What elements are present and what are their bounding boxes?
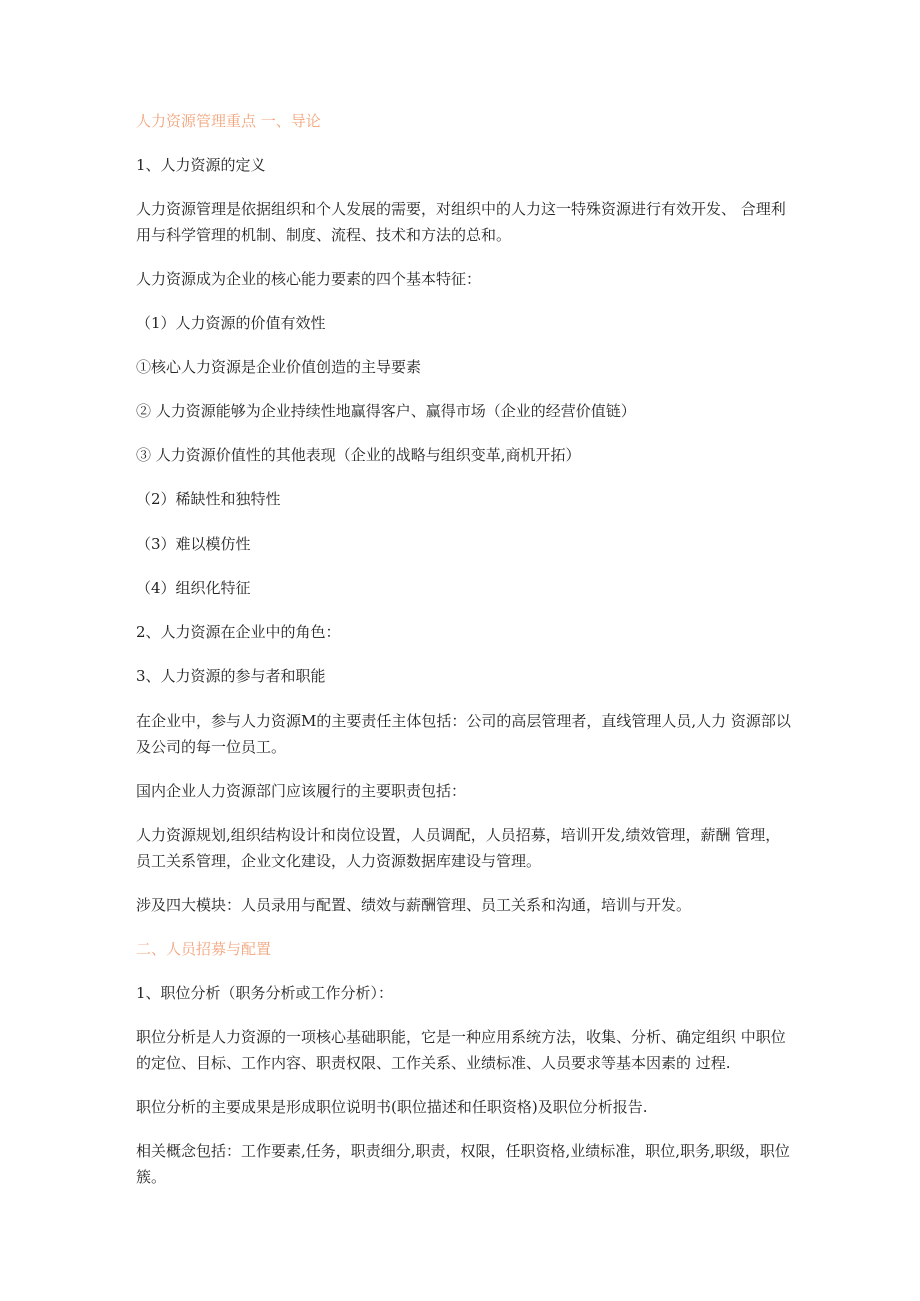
section-heading: 1、职位分析（职务分析或工作分析）：: [136, 984, 394, 1002]
paragraph: 职位分析是人力资源的一项核心基础职能，它是一种应用系统方法，收集、分析、确定组织 中职位的定位、目标、工作内容、职责权限、工作关系、业绩标准、人员要求等基本因素的 过程.: [136, 1028, 786, 1072]
list-item: （2）稀缺性和独特性: [136, 490, 281, 508]
list-item: （4）组织化特征: [136, 579, 251, 597]
paragraph: 职位分析的主要成果是形成职位说明书(职位描述和任职资格)及职位分析报告.: [136, 1098, 648, 1116]
section-heading: 1、人力资源的定义: [136, 156, 266, 174]
document-title: 人力资源管理重点 一、导论: [136, 112, 321, 130]
section-heading: 2、人力资源在企业中的角色：: [136, 623, 341, 641]
section-heading: 3、人力资源的参与者和职能: [136, 667, 326, 685]
list-item: （1）人力资源的价值有效性: [136, 314, 326, 332]
paragraph: 人力资源成为企业的核心能力要素的四个基本特征：: [136, 270, 482, 288]
list-item: ② 人力资源能够为企业持续性地赢得客户、赢得市场（企业的经营价值链）: [136, 402, 636, 420]
paragraph: 在企业中，参与人力资源M的主要责任主体包括：公司的高层管理者，直线管理人员,人力 资源部以及公司的每一位员工。: [136, 712, 791, 756]
paragraph: 涉及四大模块：人员录用与配置、绩效与薪酬管理、员工关系和沟通，培训与开发。: [136, 896, 692, 914]
paragraph: 人力资源规划,组织结构设计和岗位设置，人员调配，人员招募，培训开发,绩效管理，薪酬 管理，员工关系管理，企业文化建设，人力资源数据库建设与管理。: [136, 826, 781, 870]
chapter-heading: 二、人员招募与配置: [136, 940, 272, 958]
list-item: ①核心人力资源是企业价值创造的主导要素: [136, 358, 422, 376]
paragraph: 相关概念包括：工作要素,任务，职责细分,职责，权限，任职资格,业绩标准，职位,职务,职级，职位簇。: [136, 1142, 790, 1186]
paragraph: 国内企业人力资源部门应该履行的主要职责包括：: [136, 782, 467, 800]
list-item: （3）难以模仿性: [136, 535, 251, 553]
list-item: ③ 人力资源价值性的其他表现（企业的战略与组织变革,商机开拓）: [136, 446, 581, 464]
paragraph: 人力资源管理是依据组织和个人发展的需要，对组织中的人力这一特殊资源进行有效开发、 合理利用与科学管理的机制、制度、流程、技术和方法的总和。: [136, 200, 786, 244]
